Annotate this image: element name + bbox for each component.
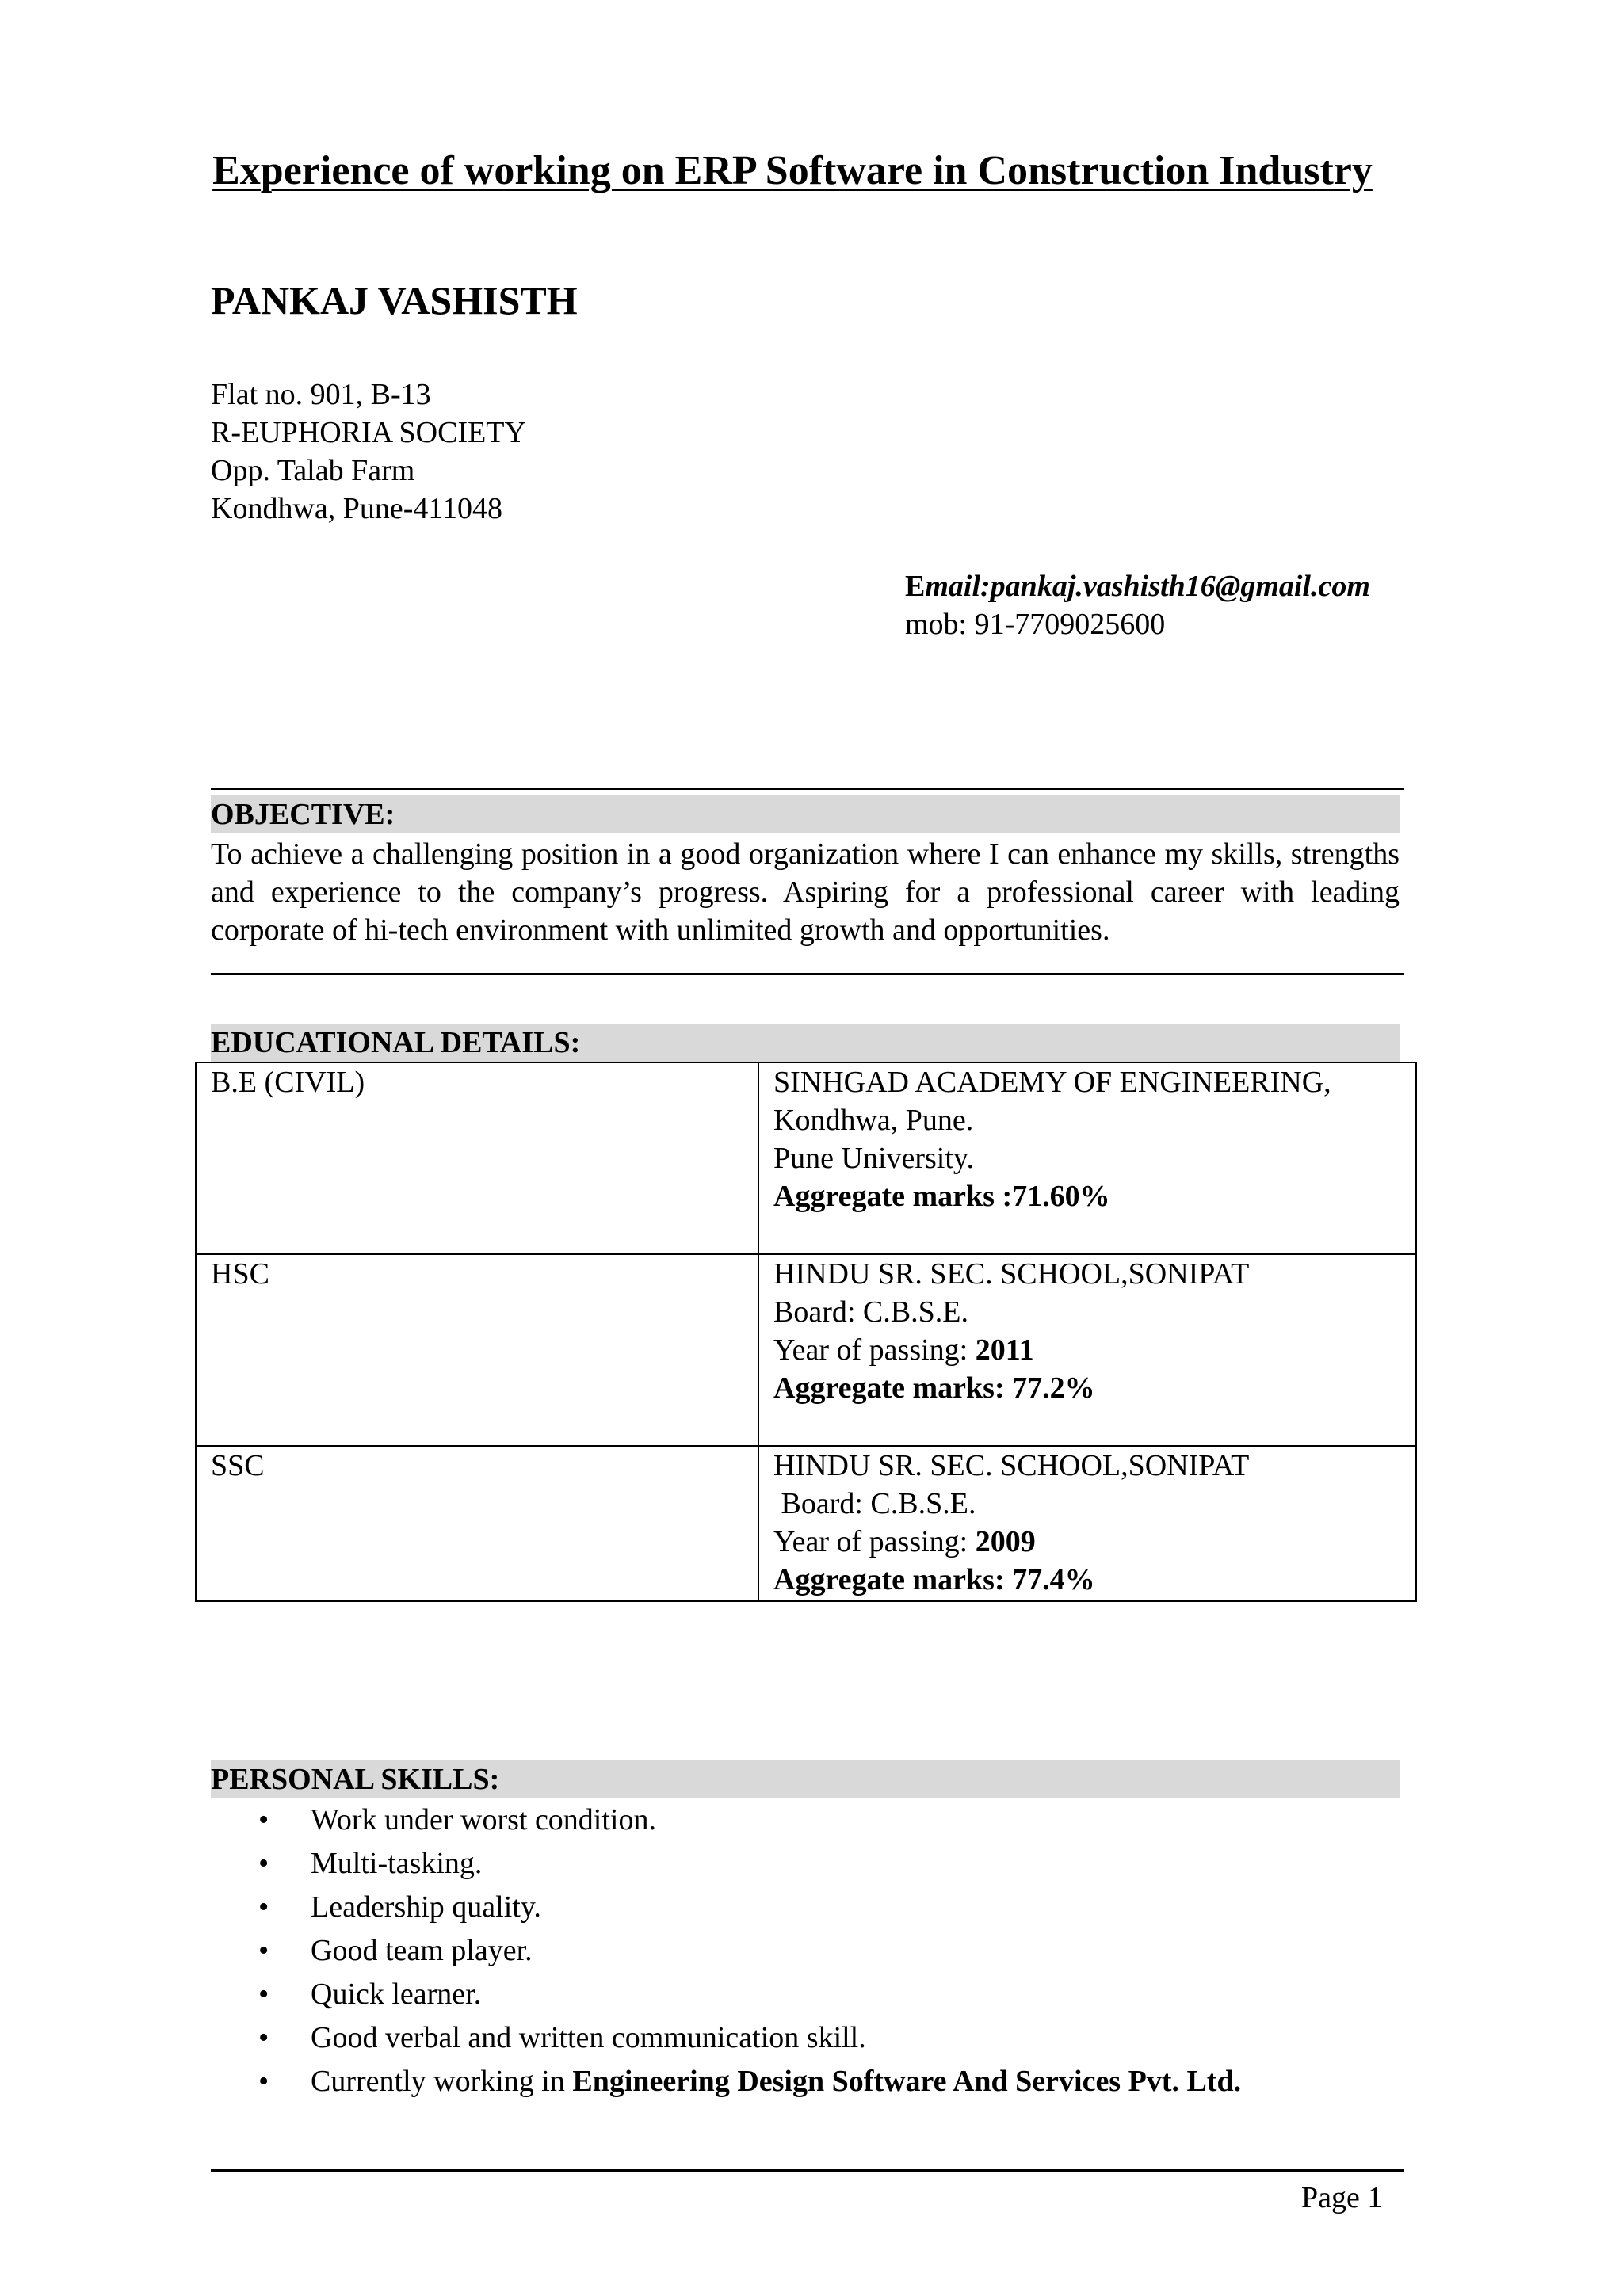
candidate-name: PANKAJ VASHISTH xyxy=(211,278,578,322)
email-line xyxy=(905,567,1370,605)
degree-cell: B.E (CIVIL) xyxy=(196,1062,758,1254)
bullet-icon: • xyxy=(258,1978,269,2011)
institution-line: Kondhwa, Pune. xyxy=(773,1104,974,1137)
aggregate-marks: Aggregate marks: 77.4% xyxy=(773,1563,1095,1596)
skills-heading: PERSONAL SKILLS: xyxy=(211,1760,1400,1798)
skill-text: Leadership quality. xyxy=(311,1890,541,1924)
objective-heading: OBJECTIVE: xyxy=(211,795,1400,833)
institution-line: Pune University. xyxy=(773,1142,974,1175)
skill-text: Currently working in xyxy=(311,2065,573,2098)
year-line xyxy=(773,1523,1401,1561)
mobile-line: mob: 91-7709025600 xyxy=(905,608,1166,641)
skill-text: Quick learner. xyxy=(311,1978,482,2011)
address-line: R-EUPHORIA SOCIETY xyxy=(211,416,526,449)
year-label: Year of passing: xyxy=(773,1525,976,1558)
bullet-icon: • xyxy=(258,2065,269,2098)
bullet-icon: • xyxy=(258,1803,269,1836)
email-lead: E xyxy=(905,570,926,603)
institution-line: HINDU SR. SEC. SCHOOL,SONIPAT xyxy=(773,1257,1250,1291)
aggregate-marks: Aggregate marks :71.60% xyxy=(773,1180,1110,1213)
email-address: mail:pankaj.vashisth16@gmail.com xyxy=(925,570,1370,603)
list-item xyxy=(211,1973,1241,2016)
education-heading: EDUCATIONAL DETAILS: xyxy=(211,1024,1400,1062)
footer-divider xyxy=(211,2169,1404,2172)
degree-cell: SSC xyxy=(196,1446,758,1601)
address-line: Opp. Talab Farm xyxy=(211,454,415,487)
skill-text: Good verbal and written communication skill. xyxy=(311,2021,866,2054)
year-line xyxy=(773,1331,1401,1369)
aggregate-marks: Aggregate marks: 77.2% xyxy=(773,1371,1095,1405)
list-item xyxy=(211,1929,1241,1973)
table-row xyxy=(196,1254,1416,1446)
table-row xyxy=(196,1446,1416,1601)
page-number: Page 1 xyxy=(1301,2181,1383,2214)
table-row xyxy=(196,1062,1416,1254)
education-table xyxy=(195,1062,1417,1602)
address-block xyxy=(211,376,526,528)
bullet-icon: • xyxy=(258,1847,269,1880)
institution-cell xyxy=(758,1254,1416,1446)
address-line: Flat no. 901, B-13 xyxy=(211,378,431,411)
divider-line xyxy=(211,788,1404,790)
year-label: Year of passing: xyxy=(773,1333,976,1367)
bullet-icon: • xyxy=(258,2021,269,2054)
bullet-icon: • xyxy=(258,1890,269,1924)
degree-cell: HSC xyxy=(196,1254,758,1446)
divider-line xyxy=(211,973,1404,975)
skill-text: Multi-tasking. xyxy=(311,1847,483,1880)
objective-text: To achieve a challenging position in a good organization where I can enhance my skills, strengths and experience to the company’s progress. Aspiring for a professional career with leading corporate of hi-tech environment with unlimited growth and opportunities. xyxy=(211,837,1400,947)
list-item xyxy=(211,1842,1241,1886)
institution-cell xyxy=(758,1446,1416,1601)
address-line: Kondhwa, Pune-411048 xyxy=(211,492,502,525)
institution-line: HINDU SR. SEC. SCHOOL,SONIPAT xyxy=(773,1449,1250,1482)
bullet-icon: • xyxy=(258,1934,269,1967)
board-line: Board: C.B.S.E. xyxy=(773,1487,976,1520)
list-item xyxy=(211,2016,1241,2060)
contact-block xyxy=(905,567,1370,643)
year-value: 2009 xyxy=(975,1525,1036,1558)
list-item xyxy=(211,2060,1241,2103)
skills-list xyxy=(211,1798,1241,2103)
institution-cell xyxy=(758,1062,1416,1254)
list-item xyxy=(211,1886,1241,1929)
skill-text: Work under worst condition. xyxy=(311,1803,656,1836)
institution-line: SINHGAD ACADEMY OF ENGINEERING, xyxy=(773,1066,1331,1099)
list-item xyxy=(211,1798,1241,1842)
year-value: 2011 xyxy=(975,1333,1034,1367)
skill-text: Good team player. xyxy=(311,1934,533,1967)
board-line: Board: C.B.S.E. xyxy=(773,1295,968,1329)
document-title: Experience of working on ERP Software in Construction Industry xyxy=(212,148,1373,193)
company-name: Engineering Design Software And Services Pvt. Ltd. xyxy=(572,2065,1242,2098)
